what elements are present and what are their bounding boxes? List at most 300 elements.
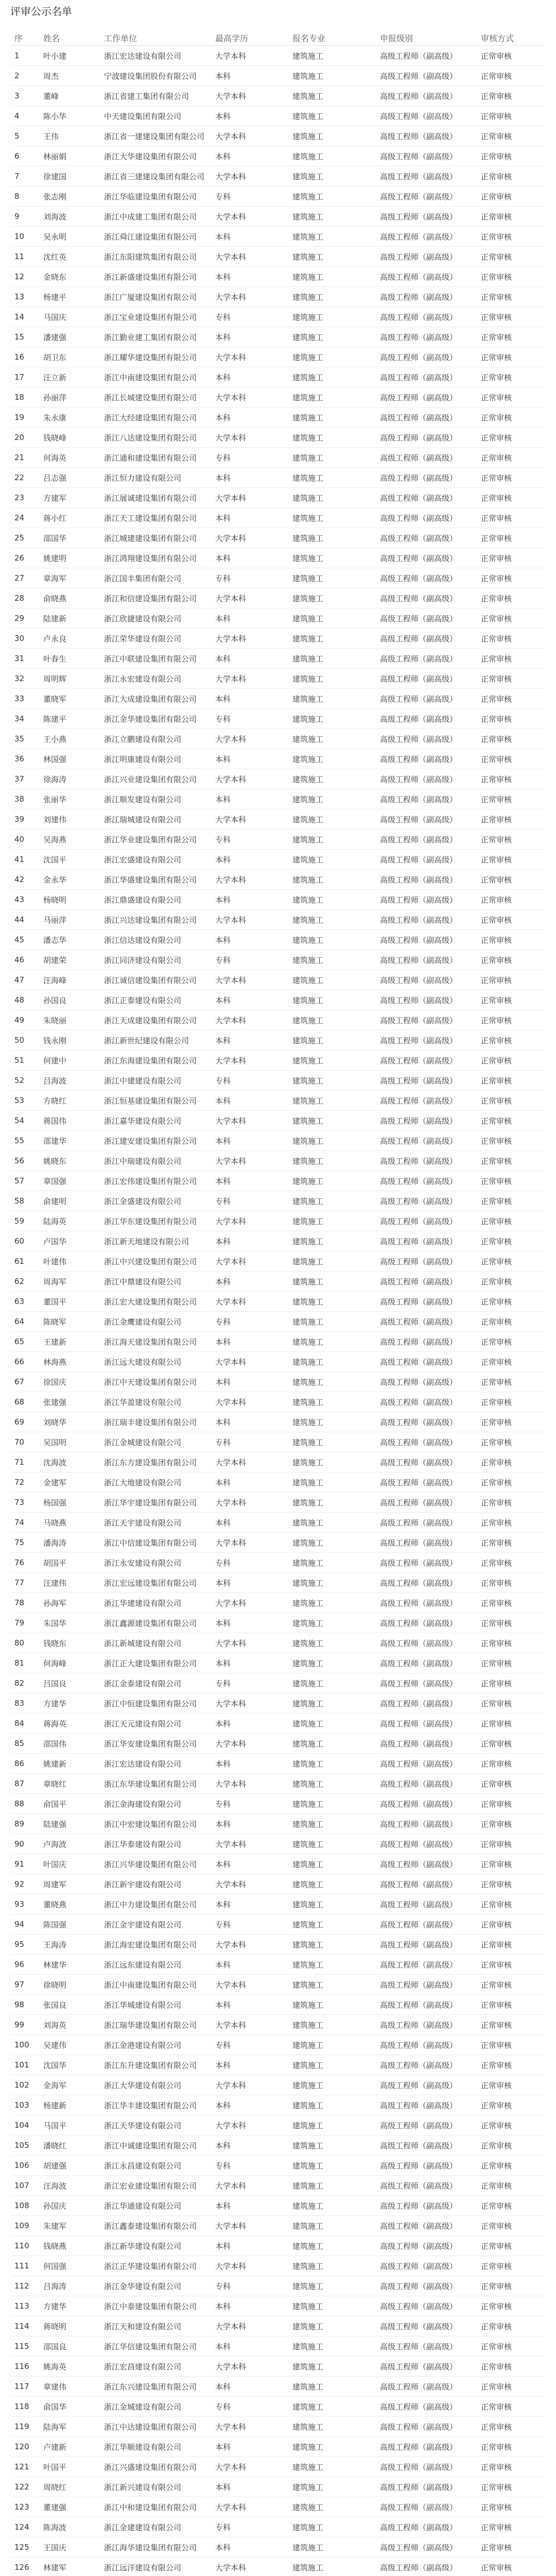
applicant-name: 朱国华 xyxy=(40,1613,101,1633)
work-unit: 浙江中瑞建设有限公司 xyxy=(101,1151,212,1171)
applicant-name: 胡国平 xyxy=(40,1553,101,1573)
review-method: 正常审核 xyxy=(478,387,545,408)
row-index: 37 xyxy=(11,769,40,789)
table-row xyxy=(11,2537,545,2557)
work-unit: 浙江华盈建设有限公司 xyxy=(101,1392,212,1412)
row-index: 59 xyxy=(11,1211,40,1231)
applied-level: 高级工程师（副高级） xyxy=(377,2095,478,2115)
applied-major: 建筑施工 xyxy=(289,347,377,367)
row-index: 36 xyxy=(11,749,40,769)
applied-level: 高级工程师（副高级） xyxy=(377,689,478,709)
applicant-name: 潘海涛 xyxy=(40,1533,101,1553)
review-method: 正常审核 xyxy=(478,950,545,970)
work-unit: 浙江耀华建设集团有限公司 xyxy=(101,347,212,367)
row-index: 106 xyxy=(11,2156,40,2176)
row-index: 32 xyxy=(11,669,40,689)
highest-education: 大学本科 xyxy=(212,2497,289,2517)
applied-level: 高级工程师（副高级） xyxy=(377,1593,478,1613)
applied-level: 高级工程师（副高级） xyxy=(377,1533,478,1553)
row-index: 26 xyxy=(11,548,40,568)
review-method: 正常审核 xyxy=(478,769,545,789)
row-index: 55 xyxy=(11,1131,40,1151)
applicant-name: 陆建新 xyxy=(40,608,101,629)
row-index: 87 xyxy=(11,1774,40,1794)
work-unit: 浙江兴达建设集团有限公司 xyxy=(101,910,212,930)
applied-major: 建筑施工 xyxy=(289,1613,377,1633)
applicant-name: 徐海涛 xyxy=(40,769,101,789)
applicant-table xyxy=(11,30,545,2576)
applied-major: 建筑施工 xyxy=(289,2176,377,2196)
table-row xyxy=(11,950,545,970)
table-row xyxy=(11,2136,545,2156)
work-unit: 浙江瑞丰建设集团有限公司 xyxy=(101,1412,212,1432)
highest-education: 大学本科 xyxy=(212,769,289,789)
highest-education: 本科 xyxy=(212,990,289,1010)
applicant-name: 吕志强 xyxy=(40,468,101,488)
applied-level: 高级工程师（副高级） xyxy=(377,870,478,890)
table-row xyxy=(11,1312,545,1332)
work-unit: 浙江通和建设集团有限公司 xyxy=(101,448,212,468)
applied-major: 建筑施工 xyxy=(289,1211,377,1231)
row-index: 74 xyxy=(11,1513,40,1533)
applicant-name: 林海燕 xyxy=(40,1352,101,1372)
highest-education: 本科 xyxy=(212,1332,289,1352)
applied-major: 建筑施工 xyxy=(289,468,377,488)
applied-level: 高级工程师（副高级） xyxy=(377,709,478,729)
row-index: 85 xyxy=(11,1734,40,1754)
table-row xyxy=(11,408,545,428)
work-unit: 浙江华泰建设有限公司 xyxy=(101,1834,212,1854)
highest-education: 大学本科 xyxy=(212,1874,289,1894)
applicant-name: 陆海英 xyxy=(40,1211,101,1231)
review-method: 正常审核 xyxy=(478,1995,545,2015)
row-index: 13 xyxy=(11,287,40,307)
applied-level: 高级工程师（副高级） xyxy=(377,1714,478,1734)
applied-major: 建筑施工 xyxy=(289,1714,377,1734)
highest-education: 大学本科 xyxy=(212,910,289,930)
highest-education: 大学本科 xyxy=(212,1633,289,1653)
table-row xyxy=(11,1955,545,1975)
applied-level: 高级工程师（副高级） xyxy=(377,990,478,1010)
table-row xyxy=(11,1251,545,1272)
applied-level: 高级工程师（副高级） xyxy=(377,1975,478,1995)
highest-education: 大学本科 xyxy=(212,207,289,227)
applied-major: 建筑施工 xyxy=(289,850,377,870)
work-unit: 浙江新世纪建设有限公司 xyxy=(101,1030,212,1050)
highest-education: 专科 xyxy=(212,709,289,729)
review-method: 正常审核 xyxy=(478,2236,545,2256)
table-row xyxy=(11,1091,545,1111)
highest-education: 本科 xyxy=(212,749,289,769)
table-row xyxy=(11,1874,545,1894)
applicant-name: 马国庆 xyxy=(40,307,101,327)
row-index: 39 xyxy=(11,809,40,829)
applicant-name: 沈国华 xyxy=(40,2055,101,2075)
work-unit: 宁波建设集团股份有限公司 xyxy=(101,66,212,86)
work-unit: 浙江宏业建设集团有限公司 xyxy=(101,2176,212,2196)
highest-education: 大学本科 xyxy=(212,1452,289,1472)
table-row xyxy=(11,2517,545,2537)
work-unit: 浙江中建建设有限公司 xyxy=(101,1071,212,1091)
applied-major: 建筑施工 xyxy=(289,2196,377,2216)
row-index: 35 xyxy=(11,729,40,749)
header-major: 报名专业 xyxy=(289,30,377,46)
review-method: 正常审核 xyxy=(478,2397,545,2417)
row-index: 81 xyxy=(11,1653,40,1673)
applicant-name: 胡卫东 xyxy=(40,347,101,367)
highest-education: 大学本科 xyxy=(212,729,289,749)
applied-major: 建筑施工 xyxy=(289,1091,377,1111)
work-unit: 浙江海华建设集团有限公司 xyxy=(101,2537,212,2557)
applied-level: 高级工程师（副高级） xyxy=(377,829,478,850)
review-method: 正常审核 xyxy=(478,1272,545,1292)
applicant-name: 王伟 xyxy=(40,126,101,146)
review-method: 正常审核 xyxy=(478,488,545,508)
applicant-name: 杨国强 xyxy=(40,1493,101,1513)
applied-level: 高级工程师（副高级） xyxy=(377,729,478,749)
applied-level: 高级工程师（副高级） xyxy=(377,1211,478,1231)
applicant-name: 沈国平 xyxy=(40,850,101,870)
applied-major: 建筑施工 xyxy=(289,1352,377,1372)
applicant-name: 孙国良 xyxy=(40,990,101,1010)
applicant-name: 叶春生 xyxy=(40,649,101,669)
row-index: 123 xyxy=(11,2497,40,2517)
table-row xyxy=(11,2115,545,2136)
highest-education: 本科 xyxy=(212,2296,289,2316)
row-index: 22 xyxy=(11,468,40,488)
highest-education: 大学本科 xyxy=(212,1975,289,1995)
highest-education: 大学本科 xyxy=(212,2256,289,2276)
highest-education: 专科 xyxy=(212,307,289,327)
applicant-name: 方建华 xyxy=(40,2296,101,2316)
review-method: 正常审核 xyxy=(478,2336,545,2357)
review-method: 正常审核 xyxy=(478,1794,545,1814)
work-unit: 浙江金海建设有限公司 xyxy=(101,1794,212,1814)
applied-major: 建筑施工 xyxy=(289,769,377,789)
highest-education: 本科 xyxy=(212,1412,289,1432)
table-row xyxy=(11,1834,545,1854)
applied-level: 高级工程师（副高级） xyxy=(377,1814,478,1834)
applied-major: 建筑施工 xyxy=(289,408,377,428)
applied-major: 建筑施工 xyxy=(289,588,377,608)
applicant-name: 方建华 xyxy=(40,1693,101,1714)
applicant-name: 朱建军 xyxy=(40,2216,101,2236)
work-unit: 浙江新天地建设有限公司 xyxy=(101,1231,212,1251)
table-row xyxy=(11,1553,545,1573)
work-unit: 浙江正大建设集团有限公司 xyxy=(101,1653,212,1673)
review-method: 正常审核 xyxy=(478,1251,545,1272)
applicant-name: 王海涛 xyxy=(40,1935,101,1955)
applied-major: 建筑施工 xyxy=(289,749,377,769)
work-unit: 浙江明康建设有限公司 xyxy=(101,749,212,769)
applied-major: 建筑施工 xyxy=(289,1111,377,1131)
highest-education: 大学本科 xyxy=(212,1010,289,1030)
applied-level: 高级工程师（副高级） xyxy=(377,2417,478,2437)
work-unit: 浙江华宇建设集团有限公司 xyxy=(101,1493,212,1513)
row-index: 105 xyxy=(11,2136,40,2156)
review-method: 正常审核 xyxy=(478,729,545,749)
table-row xyxy=(11,2095,545,2115)
applied-level: 高级工程师（副高级） xyxy=(377,1352,478,1372)
highest-education: 本科 xyxy=(212,2537,289,2557)
table-row xyxy=(11,488,545,508)
highest-education: 本科 xyxy=(212,850,289,870)
work-unit: 浙江金城建设有限公司 xyxy=(101,1432,212,1452)
highest-education: 本科 xyxy=(212,608,289,629)
applicant-name: 章国强 xyxy=(40,1171,101,1191)
row-index: 119 xyxy=(11,2417,40,2437)
applicant-name: 陈小华 xyxy=(40,106,101,126)
applied-major: 建筑施工 xyxy=(289,1633,377,1653)
review-method: 正常审核 xyxy=(478,850,545,870)
row-index: 50 xyxy=(11,1030,40,1050)
applicant-name: 蒋小红 xyxy=(40,508,101,528)
applied-major: 建筑施工 xyxy=(289,629,377,649)
table-row xyxy=(11,307,545,327)
row-index: 58 xyxy=(11,1191,40,1211)
applied-level: 高级工程师（副高级） xyxy=(377,327,478,347)
work-unit: 浙江宏盛建设有限公司 xyxy=(101,850,212,870)
row-index: 49 xyxy=(11,1010,40,1030)
applied-major: 建筑施工 xyxy=(289,367,377,387)
work-unit: 浙江中信建设集团有限公司 xyxy=(101,1533,212,1553)
work-unit: 浙江东兴建设集团有限公司 xyxy=(101,2377,212,2397)
work-unit: 浙江华通建设有限公司 xyxy=(101,2196,212,2216)
table-row xyxy=(11,1030,545,1050)
row-index: 65 xyxy=(11,1332,40,1352)
row-index: 117 xyxy=(11,2377,40,2397)
table-row xyxy=(11,2196,545,2216)
applied-level: 高级工程师（副高级） xyxy=(377,1493,478,1513)
row-index: 34 xyxy=(11,709,40,729)
review-method: 正常审核 xyxy=(478,588,545,608)
work-unit: 浙江华信建设集团有限公司 xyxy=(101,2336,212,2357)
row-index: 98 xyxy=(11,1995,40,2015)
highest-education: 大学本科 xyxy=(212,1734,289,1754)
applicant-name: 周明辉 xyxy=(40,669,101,689)
highest-education: 专科 xyxy=(212,1673,289,1693)
applied-level: 高级工程师（副高级） xyxy=(377,448,478,468)
table-row xyxy=(11,1372,545,1392)
table-row xyxy=(11,2417,545,2437)
applicant-name: 陈晓军 xyxy=(40,1312,101,1332)
applicant-name: 刘海波 xyxy=(40,207,101,227)
work-unit: 浙江新城建设有限公司 xyxy=(101,1633,212,1653)
work-unit: 浙江恒基建设集团有限公司 xyxy=(101,1091,212,1111)
applied-major: 建筑施工 xyxy=(289,1854,377,1874)
applicant-name: 章建伟 xyxy=(40,2377,101,2397)
applicant-name: 陆海军 xyxy=(40,2417,101,2437)
row-index: 111 xyxy=(11,2256,40,2276)
table-row xyxy=(11,1754,545,1774)
work-unit: 浙江嘉华建设有限公司 xyxy=(101,1111,212,1131)
applied-level: 高级工程师（副高级） xyxy=(377,1010,478,1030)
applied-major: 建筑施工 xyxy=(289,1131,377,1151)
applied-major: 建筑施工 xyxy=(289,2437,377,2457)
work-unit: 浙江中泰建设集团有限公司 xyxy=(101,2296,212,2316)
applicant-name: 杨建新 xyxy=(40,2095,101,2115)
applied-major: 建筑施工 xyxy=(289,1312,377,1332)
highest-education: 本科 xyxy=(212,267,289,287)
applicant-name: 林丽娟 xyxy=(40,146,101,166)
row-index: 68 xyxy=(11,1392,40,1412)
table-row xyxy=(11,1151,545,1171)
applied-major: 建筑施工 xyxy=(289,2075,377,2095)
applied-major: 建筑施工 xyxy=(289,2357,377,2377)
row-index: 52 xyxy=(11,1071,40,1091)
row-index: 48 xyxy=(11,990,40,1010)
table-row xyxy=(11,2236,545,2256)
highest-education: 专科 xyxy=(212,187,289,207)
applied-level: 高级工程师（副高级） xyxy=(377,1834,478,1854)
table-row xyxy=(11,689,545,709)
work-unit: 浙江远大建设有限公司 xyxy=(101,1352,212,1372)
applied-level: 高级工程师（副高级） xyxy=(377,126,478,146)
applied-major: 建筑施工 xyxy=(289,1734,377,1754)
applicant-name: 吴永明 xyxy=(40,227,101,247)
work-unit: 浙江天工建设集团有限公司 xyxy=(101,508,212,528)
applicant-name: 林建军 xyxy=(40,2557,101,2576)
review-method: 正常审核 xyxy=(478,2357,545,2377)
applied-level: 高级工程师（副高级） xyxy=(377,1894,478,1914)
highest-education: 本科 xyxy=(212,367,289,387)
review-method: 正常审核 xyxy=(478,629,545,649)
applicant-name: 吕国良 xyxy=(40,1673,101,1693)
review-method: 正常审核 xyxy=(478,1151,545,1171)
review-method: 正常审核 xyxy=(478,327,545,347)
applicant-name: 陈建平 xyxy=(40,709,101,729)
work-unit: 浙江东升建设集团有限公司 xyxy=(101,2055,212,2075)
row-index: 104 xyxy=(11,2115,40,2136)
row-index: 21 xyxy=(11,448,40,468)
work-unit: 浙江宏远建设集团有限公司 xyxy=(101,1573,212,1593)
applied-level: 高级工程师（副高级） xyxy=(377,508,478,528)
applied-major: 建筑施工 xyxy=(289,307,377,327)
review-method: 正常审核 xyxy=(478,2477,545,2497)
review-method: 正常审核 xyxy=(478,1412,545,1432)
applicant-name: 俞建明 xyxy=(40,1191,101,1211)
work-unit: 浙江宏大建设集团有限公司 xyxy=(101,1292,212,1312)
table-row xyxy=(11,588,545,608)
work-unit: 浙江天宇建设有限公司 xyxy=(101,1513,212,1533)
highest-education: 大学本科 xyxy=(212,1211,289,1231)
applied-level: 高级工程师（副高级） xyxy=(377,1071,478,1091)
highest-education: 大学本科 xyxy=(212,528,289,548)
row-index: 25 xyxy=(11,528,40,548)
review-method: 正常审核 xyxy=(478,2115,545,2136)
work-unit: 浙江新兴建设有限公司 xyxy=(101,2477,212,2497)
applied-level: 高级工程师（副高级） xyxy=(377,1432,478,1452)
highest-education: 本科 xyxy=(212,468,289,488)
highest-education: 本科 xyxy=(212,2477,289,2497)
review-method: 正常审核 xyxy=(478,1814,545,1834)
review-method: 正常审核 xyxy=(478,890,545,910)
applied-level: 高级工程师（副高级） xyxy=(377,287,478,307)
table-row xyxy=(11,287,545,307)
row-index: 125 xyxy=(11,2537,40,2557)
review-method: 正常审核 xyxy=(478,1352,545,1372)
applied-major: 建筑施工 xyxy=(289,2015,377,2035)
applicant-name: 沈红英 xyxy=(40,247,101,267)
row-index: 80 xyxy=(11,1633,40,1653)
applied-level: 高级工程师（副高级） xyxy=(377,367,478,387)
table-row xyxy=(11,990,545,1010)
review-method: 正常审核 xyxy=(478,548,545,568)
applicant-name: 孙丽萍 xyxy=(40,387,101,408)
applied-level: 高级工程师（副高级） xyxy=(377,2457,478,2477)
table-row xyxy=(11,1533,545,1553)
table-row xyxy=(11,126,545,146)
table-row xyxy=(11,1272,545,1292)
row-index: 7 xyxy=(11,166,40,187)
table-row xyxy=(11,890,545,910)
table-row xyxy=(11,2176,545,2196)
applied-major: 建筑施工 xyxy=(289,1251,377,1272)
table-row xyxy=(11,870,545,890)
applied-major: 建筑施工 xyxy=(289,669,377,689)
row-index: 27 xyxy=(11,568,40,588)
table-row xyxy=(11,1734,545,1754)
work-unit: 浙江宏昌建设有限公司 xyxy=(101,2357,212,2377)
applied-level: 高级工程师（副高级） xyxy=(377,1613,478,1633)
row-index: 91 xyxy=(11,1854,40,1874)
review-method: 正常审核 xyxy=(478,267,545,287)
highest-education: 本科 xyxy=(212,106,289,126)
highest-education: 专科 xyxy=(212,1432,289,1452)
row-index: 56 xyxy=(11,1151,40,1171)
work-unit: 浙江金盛建设有限公司 xyxy=(101,1191,212,1211)
work-unit: 浙江信达建设有限公司 xyxy=(101,930,212,950)
applied-level: 高级工程师（副高级） xyxy=(377,1050,478,1071)
table-row xyxy=(11,2296,545,2316)
row-index: 3 xyxy=(11,86,40,106)
applied-level: 高级工程师（副高级） xyxy=(377,347,478,367)
row-index: 1 xyxy=(11,46,40,66)
highest-education: 大学本科 xyxy=(212,970,289,990)
applicant-name: 董国平 xyxy=(40,1292,101,1312)
applied-level: 高级工程师（副高级） xyxy=(377,2517,478,2537)
review-method: 正常审核 xyxy=(478,1754,545,1774)
header-level: 申报级别 xyxy=(377,30,478,46)
applied-major: 建筑施工 xyxy=(289,2035,377,2055)
applied-major: 建筑施工 xyxy=(289,1272,377,1292)
row-index: 110 xyxy=(11,2236,40,2256)
applied-major: 建筑施工 xyxy=(289,910,377,930)
table-row xyxy=(11,1914,545,1935)
applicant-name: 何建中 xyxy=(40,1050,101,1071)
review-method: 正常审核 xyxy=(478,1935,545,1955)
table-row xyxy=(11,970,545,990)
row-index: 71 xyxy=(11,1452,40,1472)
applicant-name: 周海军 xyxy=(40,1272,101,1292)
table-row xyxy=(11,2457,545,2477)
work-unit: 浙江正泰建设有限公司 xyxy=(101,990,212,1010)
work-unit: 浙江恒力建设有限公司 xyxy=(101,468,212,488)
review-method: 正常审核 xyxy=(478,568,545,588)
applied-major: 建筑施工 xyxy=(289,2136,377,2156)
work-unit: 浙江大经建设集团有限公司 xyxy=(101,408,212,428)
applied-level: 高级工程师（副高级） xyxy=(377,2437,478,2457)
work-unit: 浙江广厦建设集团有限公司 xyxy=(101,287,212,307)
work-unit: 浙江天元建设有限公司 xyxy=(101,1714,212,1734)
review-method: 正常审核 xyxy=(478,1834,545,1854)
highest-education: 大学本科 xyxy=(212,86,289,106)
review-method: 正常审核 xyxy=(478,1874,545,1894)
highest-education: 本科 xyxy=(212,1472,289,1493)
review-method: 正常审核 xyxy=(478,1573,545,1593)
highest-education: 专科 xyxy=(212,1312,289,1332)
applied-major: 建筑施工 xyxy=(289,870,377,890)
